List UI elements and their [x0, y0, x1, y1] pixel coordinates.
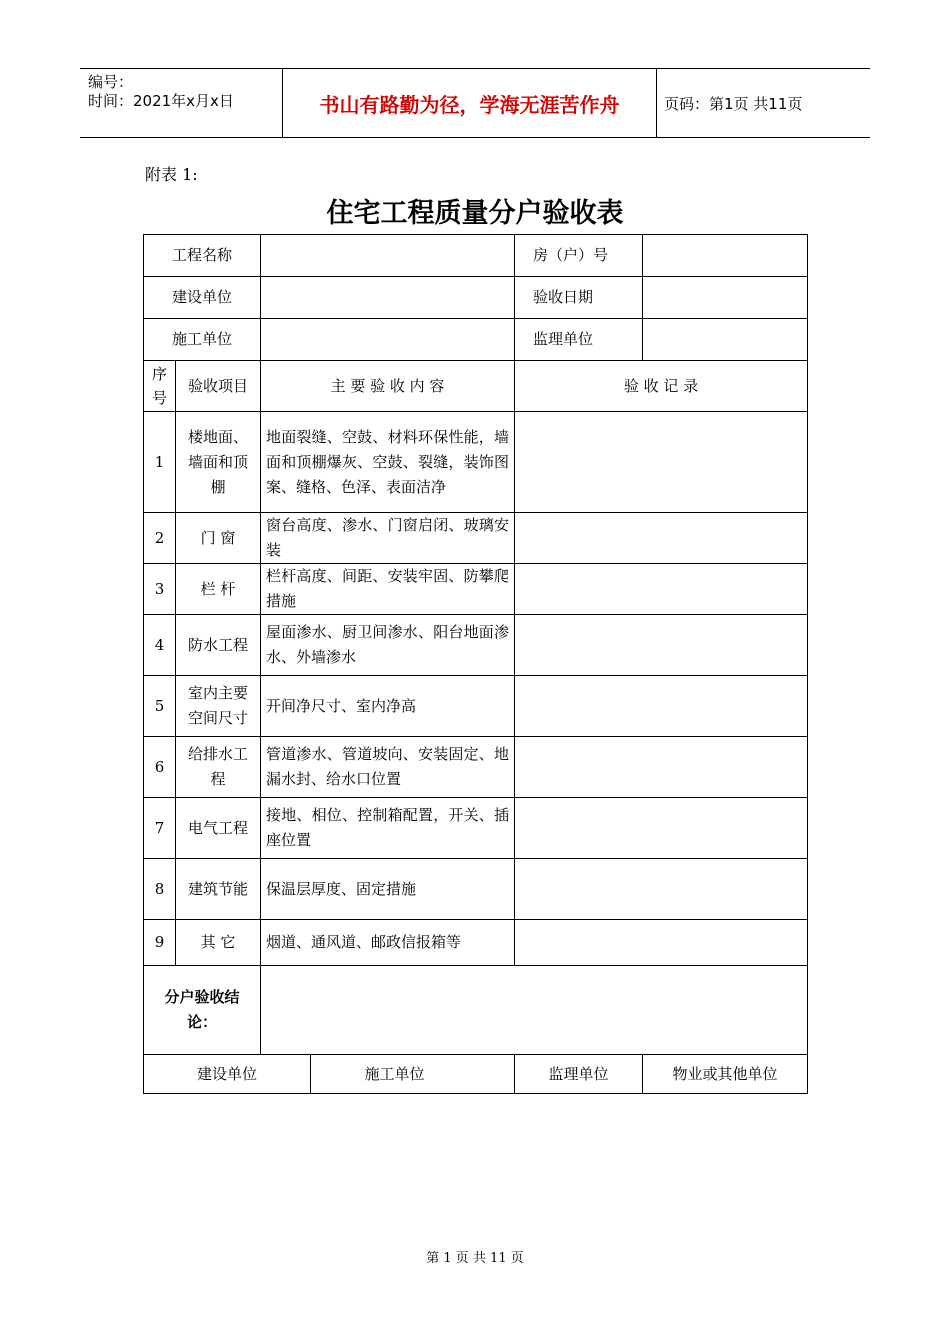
table-row	[144, 920, 808, 966]
room-no-label: 房（户）号	[515, 235, 643, 277]
row-record-field[interactable]	[515, 859, 808, 920]
row-number: 9	[144, 920, 176, 966]
conclusion-label: 分户验收结论：	[144, 966, 261, 1055]
time-label: 时间：2021年x月x日	[88, 92, 234, 110]
row-record-field[interactable]	[515, 737, 808, 798]
row-number: 6	[144, 737, 176, 798]
row-content: 开间净尺寸、室内净高	[261, 676, 515, 737]
conclusion-row	[144, 966, 808, 1055]
row-content: 烟道、通风道、邮政信报箱等	[261, 920, 515, 966]
row-record-field[interactable]	[515, 564, 808, 615]
content-header: 主 要 验 收 内 容	[261, 361, 515, 412]
row-record-field[interactable]	[515, 920, 808, 966]
header-divider	[656, 69, 657, 137]
row-item: 室内主要空间尺寸	[176, 676, 261, 737]
room-no-field[interactable]	[643, 235, 808, 277]
row-record-field[interactable]	[515, 513, 808, 564]
row-record-field[interactable]	[515, 798, 808, 859]
table-row	[144, 859, 808, 920]
contractor-field[interactable]	[261, 319, 515, 361]
row-item: 给排水工程	[176, 737, 261, 798]
row-item: 栏 杆	[176, 564, 261, 615]
accept-date-label: 验收日期	[515, 277, 643, 319]
row-number: 2	[144, 513, 176, 564]
table-row	[144, 513, 808, 564]
signature-builder[interactable]: 建设单位	[144, 1055, 311, 1094]
column-header-row	[144, 361, 808, 412]
table-row	[144, 615, 808, 676]
project-name-label: 工程名称	[144, 235, 261, 277]
signature-contractor[interactable]: 施工单位	[311, 1055, 515, 1094]
header-meta	[88, 73, 234, 111]
item-header: 验收项目	[176, 361, 261, 412]
row-number: 8	[144, 859, 176, 920]
table-row	[144, 737, 808, 798]
row-content: 接地、相位、控制箱配置，开关、插座位置	[261, 798, 515, 859]
row-item: 门 窗	[176, 513, 261, 564]
row-record-field[interactable]	[515, 412, 808, 513]
row-item: 建筑节能	[176, 859, 261, 920]
row-number: 5	[144, 676, 176, 737]
motto: 书山有路勤为径，学海无涯苦作舟	[319, 92, 620, 117]
page-title: 住宅工程质量分户验收表	[326, 198, 624, 229]
row-number: 7	[144, 798, 176, 859]
row-number: 1	[144, 412, 176, 513]
row-content: 窗台高度、渗水、门窗启闭、玻璃安装	[261, 513, 515, 564]
page-indicator: 页码：第1页 共11页	[664, 94, 803, 113]
project-name-field[interactable]	[261, 235, 515, 277]
accept-date-field[interactable]	[643, 277, 808, 319]
signature-supervisor[interactable]: 监理单位	[515, 1055, 643, 1094]
info-row	[144, 235, 808, 277]
signature-row	[144, 1055, 808, 1094]
builder-label: 建设单位	[144, 277, 261, 319]
page-footer: 第 1 页 共 11 页	[426, 1251, 524, 1266]
row-item: 楼地面、墙面和顶棚	[176, 412, 261, 513]
row-content: 地面裂缝、空鼓、材料环保性能，墙面和顶棚爆灰、空鼓、裂缝，装饰图案、缝格、色泽、表面洁净	[261, 412, 515, 513]
number-label: 编号：	[88, 73, 134, 91]
table-row	[144, 412, 808, 513]
row-record-field[interactable]	[515, 676, 808, 737]
table-row	[144, 676, 808, 737]
row-item: 防水工程	[176, 615, 261, 676]
contractor-label: 施工单位	[144, 319, 261, 361]
row-number: 4	[144, 615, 176, 676]
appendix-label: 附表 1:	[145, 165, 198, 184]
table-row	[144, 564, 808, 615]
supervisor-field[interactable]	[643, 319, 808, 361]
row-content: 屋面渗水、厨卫间渗水、阳台地面渗水、外墙渗水	[261, 615, 515, 676]
row-item: 电气工程	[176, 798, 261, 859]
row-item: 其 它	[176, 920, 261, 966]
builder-field[interactable]	[261, 277, 515, 319]
conclusion-field[interactable]	[261, 966, 808, 1055]
row-content: 管道渗水、管道坡向、安装固定、地漏水封、给水口位置	[261, 737, 515, 798]
table-row	[144, 798, 808, 859]
info-row	[144, 319, 808, 361]
row-number: 3	[144, 564, 176, 615]
supervisor-label: 监理单位	[515, 319, 643, 361]
row-content: 保温层厚度、固定措施	[261, 859, 515, 920]
info-row	[144, 277, 808, 319]
record-header: 验 收 记 录	[515, 361, 808, 412]
row-content: 栏杆高度、间距、安装牢固、防攀爬措施	[261, 564, 515, 615]
seq-header: 序号	[144, 361, 176, 412]
row-record-field[interactable]	[515, 615, 808, 676]
acceptance-form-table	[143, 234, 808, 1094]
page-header	[80, 68, 870, 138]
signature-property[interactable]: 物业或其他单位	[643, 1055, 808, 1094]
